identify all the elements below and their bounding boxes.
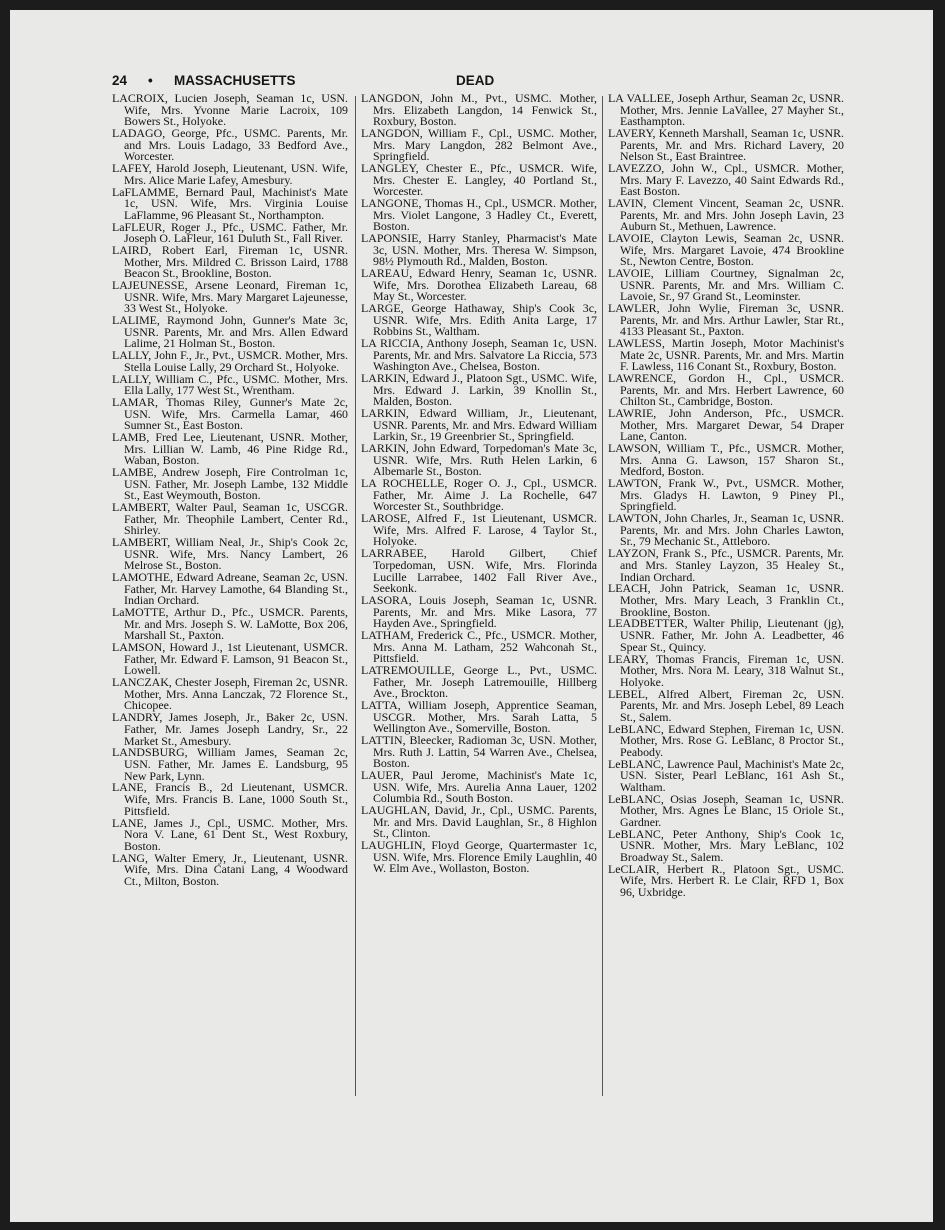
casualty-entry: LANGLEY, Chester E., Pfc., USMCR. Wife, Mrs. Chester E. Langley, 40 Portland St., Worcester. — [361, 161, 597, 199]
casualty-entry: LARKIN, John Edward, Torpedoman's Mate 3c, USNR. Wife, Mrs. Ruth Helen Larkin, 6 Albemarle St., Boston. — [361, 441, 597, 479]
column-divider — [355, 96, 356, 1096]
casualty-entry: LARRABEE, Harold Gilbert, Chief Torpedoman, USN. Wife, Mrs. Florinda Lucille Larrabee, 1402 Fall River Ave., Seekonk. — [361, 546, 597, 596]
column-3 — [608, 93, 844, 899]
casualty-entry: LAMSON, Howard J., 1st Lieutenant, USMCR. Father, Mr. Edward F. Lamson, 91 Beacon St., Lowell. — [112, 640, 348, 678]
casualty-entry: LeBLANC, Osias Joseph, Seaman 1c, USNR. Mother, Mrs. Agnes Le Blanc, 15 Oriole St., Gardner. — [608, 791, 844, 829]
casualty-entry: LAWLER, John Wylie, Fireman 3c, USNR. Parents, Mr. and Mrs. Arthur Lawler, Star Rt., 4133 Pleasant St., Paxton. — [608, 301, 844, 339]
casualty-entry: LANG, Walter Emery, Jr., Lieutenant, USNR. Wife, Mrs. Dina Catani Lang, 4 Woodward Ct., Milton, Boston. — [112, 850, 348, 888]
state-title: MASSACHUSETTS — [174, 73, 296, 88]
casualty-entry: LAUGHLAN, David, Jr., Cpl., USMC. Parents, Mr. and Mrs. David Laughlan, Sr., 8 Highlon St., Clinton. — [361, 803, 597, 841]
casualty-entry: LAMBE, Andrew Joseph, Fire Controlman 1c, USN. Father, Mr. Joseph Lambe, 132 Middle St., East Weymouth, Boston. — [112, 465, 348, 503]
casualty-entry: LeBLANC, Peter Anthony, Ship's Cook 1c, USNR. Mother, Mrs. Mary LeBlanc, 102 Broadway St., Salem. — [608, 826, 844, 864]
casualty-entry: LANDSBURG, William James, Seaman 2c, USN. Father, Mr. James E. Landsburg, 95 New Park, Lynn. — [112, 745, 348, 783]
casualty-entry: LAMBERT, William Neal, Jr., Ship's Cook 2c, USNR. Wife, Mrs. Nancy Lambert, 26 Melrose St., Boston. — [112, 535, 348, 573]
casualty-entry: LATHAM, Frederick C., Pfc., USMCR. Mother, Mrs. Anna M. Latham, 252 Wahconah St., Pittsfield. — [361, 628, 597, 666]
casualty-entry: LAVEZZO, John W., Cpl., USMCR. Mother, Mrs. Mary F. Lavezzo, 40 Saint Edwards Rd., East Boston. — [608, 161, 844, 199]
casualty-entry: LAVOIE, Lilliam Courtney, Signalman 2c, USNR. Parents, Mr. and Mrs. William C. Lavoie, Sr., 97 Grand St., Leominster. — [608, 266, 844, 304]
header-bullet: • — [148, 73, 153, 88]
casualty-entry: LADAGO, George, Pfc., USMC. Parents, Mr. and Mrs. Louis Ladago, 33 Bedford Ave., Worcester. — [112, 126, 348, 164]
casualty-entry: LAWLESS, Martin Joseph, Motor Machinist's Mate 2c, USNR. Parents, Mr. and Mrs. Martin F. Lawless, 116 Conant St., Roxbury, Boston. — [608, 336, 844, 374]
casualty-entry: LA VALLEE, Joseph Arthur, Seaman 2c, USNR. Mother, Mrs. Jennie LaVallee, 27 Mayher St., Easthampton. — [608, 91, 844, 129]
casualty-entry: LeCLAIR, Herbert R., Platoon Sgt., USMC. Wife, Mrs. Herbert R. Le Clair, RFD 1, Box 96, Uxbridge. — [608, 861, 844, 899]
casualty-entry: LAREAU, Edward Henry, Seaman 1c, USNR. Wife, Mrs. Dorothea Elizabeth Lareau, 68 May St., Worcester. — [361, 266, 597, 304]
casualty-entry: LAMB, Fred Lee, Lieutenant, USNR. Mother, Mrs. Lillian W. Lamb, 46 Pine Ridge Rd., Waban, Boston. — [112, 430, 348, 468]
casualty-entry: LANGDON, John M., Pvt., USMC. Mother, Mrs. Elizabeth Langdon, 14 Fenwick St., Roxbury, Boston. — [361, 91, 597, 129]
column-divider — [602, 96, 603, 1096]
casualty-entry: LAIRD, Robert Earl, Fireman 1c, USNR. Mother, Mrs. Mildred C. Brisson Laird, 1788 Beacon St., Brookline, Boston. — [112, 243, 348, 281]
casualty-entry: LaFLAMME, Bernard Paul, Machinist's Mate 1c, USN. Wife, Mrs. Virginia Louise LaFlamme, 96 Pleasant St., Northampton. — [112, 184, 348, 222]
casualty-entry: LANGONE, Thomas H., Cpl., USMCR. Mother, Mrs. Violet Langone, 3 Hadley Ct., Everett, Boston. — [361, 196, 597, 234]
column-2 — [361, 93, 597, 875]
casualty-entry: LAWRENCE, Gordon H., Cpl., USMCR. Parents, Mr. and Mrs. Herbert Lawrence, 60 Chilton St., Cambridge, Boston. — [608, 371, 844, 409]
casualty-entry: LAWTON, Frank W., Pvt., USMCR. Mother, Mrs. Gladys H. Lawton, 9 Piney Pl., Springfield. — [608, 476, 844, 514]
casualty-entry: LAVERY, Kenneth Marshall, Seaman 1c, USNR. Parents, Mr. and Mrs. Richard Lavery, 20 Nelson St., East Braintree. — [608, 126, 844, 164]
casualty-entry: LATREMOUILLE, George L., Pvt., USMC. Father, Mr. Joseph Latremouille, Hillberg Ave., Brockton. — [361, 663, 597, 701]
casualty-entry: LANCZAK, Chester Joseph, Fireman 2c, USNR. Mother, Mrs. Anna Lanczak, 72 Florence St., Chicopee. — [112, 675, 348, 713]
casualty-entry: LA ROCHELLE, Roger O. J., Cpl., USMCR. Father, Mr. Aime J. La Rochelle, 647 Worcester St., Southbridge. — [361, 476, 597, 514]
casualty-entry: LANE, James J., Cpl., USMC. Mother, Mrs. Nora V. Lane, 61 Dent St., West Roxbury, Boston. — [112, 815, 348, 853]
casualty-entry: LATTIN, Bleecker, Radioman 3c, USN. Mother, Mrs. Ruth J. Lattin, 54 Warren Ave., Chelsea, Boston. — [361, 733, 597, 771]
casualty-entry: LAWTON, John Charles, Jr., Seaman 1c, USNR. Parents, Mr. and Mrs. John Charles Lawton, Sr., 79 Mechanic St., Attleboro. — [608, 511, 844, 549]
casualty-entry: LALLY, William C., Pfc., USMC. Mother, Mrs. Ella Lally, 177 West St., Wrentham. — [112, 371, 348, 398]
casualty-entry: LANGDON, William F., Cpl., USMC. Mother, Mrs. Mary Langdon, 282 Belmont Ave., Springfield. — [361, 126, 597, 164]
casualty-entry: LAROSE, Alfred F., 1st Lieutenant, USMCR. Wife, Mrs. Alfred F. Larose, 4 Taylor St., Holyoke. — [361, 511, 597, 549]
casualty-entry: LAWSON, William T., Pfc., USMCR. Mother, Mrs. Anna G. Lawson, 157 Sharon St., Medford, Boston. — [608, 441, 844, 479]
casualty-entry: LANE, Francis B., 2d Lieutenant, USMCR. Wife, Mrs. Francis B. Lane, 1000 South St., Pittsfield. — [112, 780, 348, 818]
casualty-entry: LAVIN, Clement Vincent, Seaman 2c, USNR. Parents, Mr. and Mrs. John Joseph Lavin, 23 Auburn St., Methuen, Lawrence. — [608, 196, 844, 234]
casualty-entry: LARGE, George Hathaway, Ship's Cook 3c, USNR. Wife, Mrs. Edith Anita Large, 17 Robbins St., Waltham. — [361, 301, 597, 339]
casualty-entry: LARKIN, Edward J., Platoon Sgt., USMC. Wife, Mrs. Edward J. Larkin, 39 Knollin St., Malden, Boston. — [361, 371, 597, 409]
casualty-entry: LAJEUNESSE, Arsene Leonard, Fireman 1c, USNR. Wife, Mrs. Mary Margaret Lajeunesse, 33 West St., Holyoke. — [112, 278, 348, 316]
casualty-entry: LeBLANC, Edward Stephen, Fireman 1c, USN. Mother, Mrs. Rose G. LeBlanc, 8 Proctor St., Peabody. — [608, 721, 844, 759]
casualty-entry: LAMAR, Thomas Riley, Gunner's Mate 2c, USN. Wife, Mrs. Carmella Lamar, 460 Sumner St., East Boston. — [112, 395, 348, 433]
casualty-entry: LALIME, Raymond John, Gunner's Mate 3c, USNR. Parents, Mr. and Mrs. Allen Edward Lalime, 21 Holman St., Boston. — [112, 313, 348, 351]
casualty-entry: LAPONSIE, Harry Stanley, Pharmacist's Mate 3c, USN. Mother, Mrs. Theresa W. Simpson, 98½ Plymouth Rd., Malden, Boston. — [361, 231, 597, 269]
casualty-entry: LAYZON, Frank S., Pfc., USMCR. Parents, Mr. and Mrs. Stanley Layzon, 35 Healey St., Indian Orchard. — [608, 546, 844, 584]
casualty-entry: LEACH, John Patrick, Seaman 1c, USNR. Mother, Mrs. Mary Leach, 3 Franklin Ct., Brookline, Boston. — [608, 581, 844, 619]
casualty-entry: LALLY, John F., Jr., Pvt., USMCR. Mother, Mrs. Stella Louise Lally, 29 Orchard St., Holyoke. — [112, 348, 348, 374]
casualty-entry: LAMOTHE, Edward Adreane, Seaman 2c, USN. Father, Mr. Harvey Lamothe, 64 Blanding St., Indian Orchard. — [112, 570, 348, 608]
casualty-entry: LEARY, Thomas Francis, Fireman 1c, USN. Mother, Mrs. Nora M. Leary, 318 Walnut St., Holyoke. — [608, 651, 844, 689]
section-title: DEAD — [456, 73, 495, 88]
casualty-entry: LAWRIE, John Anderson, Pfc., USMCR. Mother, Mrs. Margaret Dewar, 54 Draper Lane, Canton. — [608, 406, 844, 444]
casualty-entry: LA RICCIA, Anthony Joseph, Seaman 1c, USN. Parents, Mr. and Mrs. Salvatore La Riccia, 573 Washington Ave., Chelsea, Boston. — [361, 336, 597, 374]
casualty-entry: LATTA, William Joseph, Apprentice Seaman, USCGR. Mother, Mrs. Sarah Latta, 5 Wellington Ave., Somerville, Boston. — [361, 698, 597, 736]
casualty-entry: LEADBETTER, Walter Philip, Lieutenant (jg), USNR. Father, Mr. John A. Leadbetter, 46 Spear St., Quincy. — [608, 616, 844, 654]
page-number: 24 — [112, 73, 128, 88]
casualty-entry: LAUGHLIN, Floyd George, Quartermaster 1c, USN. Wife, Mrs. Florence Emily Laughlin, 40 W. Elm Ave., Wollaston, Boston. — [361, 838, 597, 876]
casualty-entry: LAVOIE, Clayton Lewis, Seaman 2c, USNR. Wife, Mrs. Margaret Lavoie, 474 Brookline St., Newton Centre, Boston. — [608, 231, 844, 269]
casualty-entry: LASORA, Louis Joseph, Seaman 1c, USNR. Parents, Mr. and Mrs. Mike Lasora, 77 Hayden Ave., Springfield. — [361, 592, 597, 631]
casualty-entry: LaFLEUR, Roger J., Pfc., USMC. Father, Mr. Joseph O. LaFleur, 161 Duluth St., Fall River. — [112, 219, 348, 246]
casualty-entry: LaMOTTE, Arthur D., Pfc., USMCR. Parents, Mr. and Mrs. Joseph S. W. LaMotte, Box 206, Marshall St., Paxton. — [112, 605, 348, 643]
document-page — [10, 10, 933, 1222]
casualty-entry: LARKIN, Edward William, Jr., Lieutenant, USNR. Parents, Mr. and Mrs. Edward William Larkin, Sr., 19 Greenbrier St., Springfield. — [361, 406, 597, 444]
page-header — [112, 73, 902, 93]
casualty-entry: LeBLANC, Lawrence Paul, Machinist's Mate 2c, USN. Sister, Pearl LeBlanc, 161 Ash St., Waltham. — [608, 756, 844, 794]
casualty-entry: LAMBERT, Walter Paul, Seaman 1c, USCGR. Father, Mr. Theophile Lambert, Center Rd., Shirley. — [112, 500, 348, 538]
column-1 — [112, 93, 348, 888]
casualty-entry: LACROIX, Lucien Joseph, Seaman 1c, USN. Wife, Mrs. Yvonne Marie Lacroix, 109 Bowers St., Holyoke. — [112, 91, 348, 129]
casualty-entry: LANDRY, James Joseph, Jr., Baker 2c, USN. Father, Mr. James Joseph Landry, Sr., 22 Market St., Amesbury. — [112, 710, 348, 748]
casualty-entry: LAUER, Paul Jerome, Machinist's Mate 1c, USN. Wife, Mrs. Aurelia Anna Lauer, 1202 Columbia Rd., South Boston. — [361, 768, 597, 806]
casualty-entry: LEBEL, Alfred Albert, Fireman 2c, USN. Parents, Mr. and Mrs. Joseph Lebel, 89 Leach St., Salem. — [608, 686, 844, 724]
casualty-entry: LAFEY, Harold Joseph, Lieutenant, USN. Wife, Mrs. Alice Marie Lafey, Amesbury. — [112, 161, 348, 187]
